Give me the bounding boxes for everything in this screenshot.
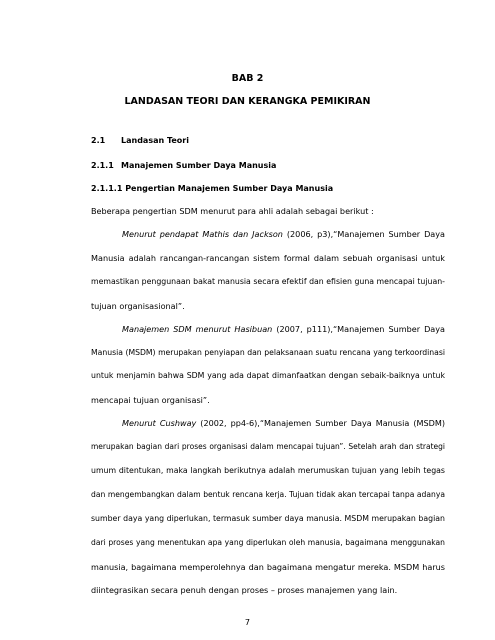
p1-line-1	[122, 230, 445, 238]
subsection-number: 2.1.1	[91, 161, 114, 170]
p3-rest: (2002, pp4-6),“Manajemen Sumber Daya Manusia (MSDM)	[196, 418, 445, 428]
page-number: 7	[244, 617, 251, 627]
p3-line-8: diintegrasikan secara penuh dengan proses – proses manajemen yang lain.	[91, 585, 398, 595]
p3-line-1	[122, 419, 445, 427]
p1-source: Menurut pendapat Mathis dan Jackson	[122, 229, 283, 239]
p2-line-2: Manusia (MSDM) merupakan penyiapan dan pelaksanaan suatu rencana yang terkoordinasi	[91, 348, 445, 357]
p3-line-5: sumber daya yang diperlukan, termasuk sumber daya manusia. MSDM merupakan bagian	[91, 514, 445, 523]
p3-line-6: dari proses yang menentukan apa yang diperlukan oleh manusia, bagaimana menggunakan	[91, 538, 445, 547]
p1-line-4: tujuan organisasional”.	[91, 301, 185, 311]
p3-line-4: dan mengembangkan dalam bentuk rencana kerja. Tujuan tidak akan tercapai tanpa adanya	[91, 490, 445, 499]
p3-line-3: umum ditentukan, maka langkah berikutnya adalah merumuskan tujuan yang lebih tegas	[91, 466, 445, 475]
p2-line-3: untuk menjamin bahwa SDM yang ada dapat dimanfaatkan dengan sebaik-baiknya untuk	[91, 371, 445, 380]
chapter-label: BAB 2	[231, 73, 264, 84]
p1-rest: (2006, p3),“Manajemen Sumber Daya	[282, 229, 446, 239]
chapter-title: LANDASAN TEORI DAN KERANGKA PEMIKIRAN	[124, 96, 371, 107]
p1-line-2: Manusia adalah rancangan-rancangan sistem formal dalam sebuah organisasi untuk	[91, 253, 445, 263]
p3-line-7: manusia, bagaimana memperolehnya dan bagaimana mengatur mereka. MSDM harus	[91, 562, 445, 572]
subsubsection-heading	[91, 184, 333, 193]
subsubsection-title: Pengertian Manajemen Sumber Daya Manusia	[125, 184, 334, 193]
p2-source: Manajemen SDM menurut Hasibuan	[122, 324, 273, 334]
section-title: Landasan Teori	[121, 136, 189, 145]
subsection-title: Manajemen Sumber Daya Manusia	[121, 161, 277, 170]
p3-line-2: merupakan bagian dari proses organisasi dalam mencapai tujuan”. Setelah arah dan strategi	[91, 442, 445, 451]
p2-line-4: mencapai tujuan organisasi”.	[91, 395, 210, 405]
p2-rest: (2007, p111),“Manajemen Sumber Daya	[272, 324, 446, 334]
p2-line-1	[122, 325, 445, 333]
p3-source: Menurut Cushway	[122, 418, 197, 428]
p1-line-3: memastikan penggunaan bakat manusia secara efektif dan efisien guna mencapai tujuan-	[91, 277, 445, 286]
section-number: 2.1	[91, 136, 106, 145]
subsubsection-number: 2.1.1.1	[91, 184, 123, 193]
intro-paragraph: Beberapa pengertian SDM menurut para ahli adalah sebagai berikut :	[91, 206, 374, 216]
